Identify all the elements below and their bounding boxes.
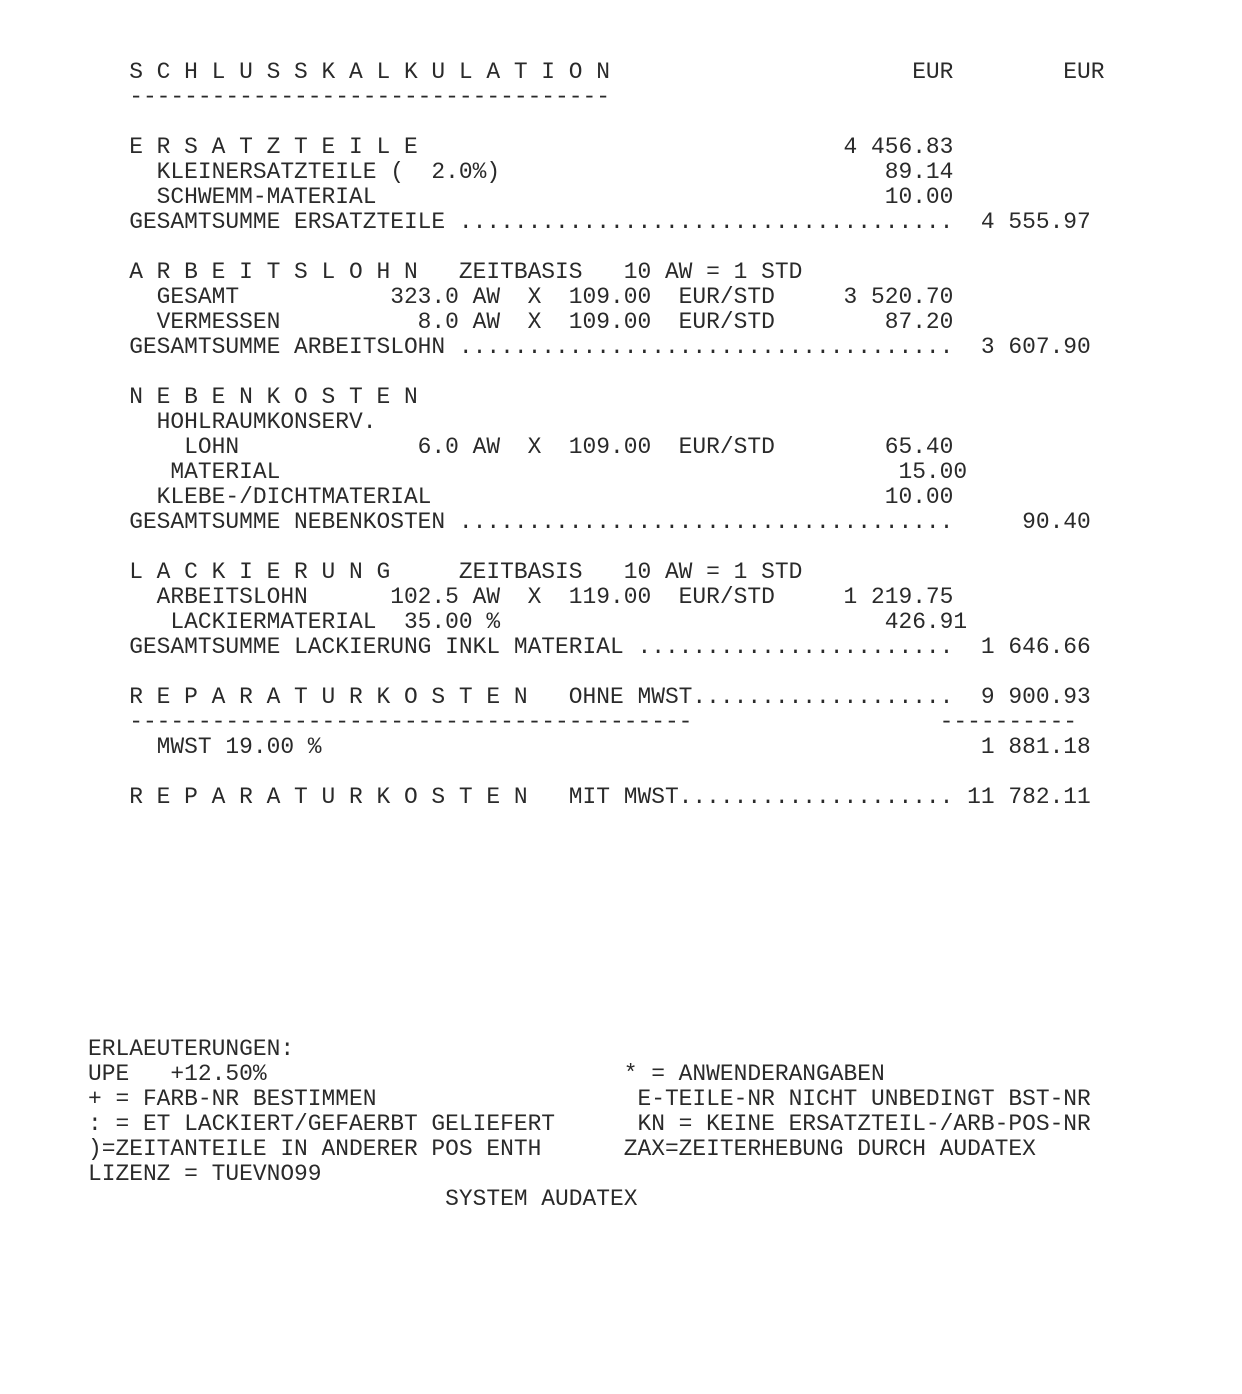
blank-line — [88, 110, 1188, 135]
labor-total-line: GESAMTSUMME ARBEITSLOHN .................................... 3 607.90 — [88, 334, 1091, 360]
labor-heading: A R B E I T S L O H N ZEITBASIS 10 AW = 1 STD — [88, 259, 803, 285]
total-separator-line: ----------------------------------------- ---------- — [88, 709, 1078, 735]
cavity-labor-line: LOHN 6.0 AW X 109.00 EUR/STD 65.40 — [88, 434, 954, 460]
painting-total-line: GESAMTSUMME LACKIERUNG INKL MATERIAL ....................... 1 646.66 — [88, 634, 1091, 660]
blank-line — [88, 360, 1188, 385]
title-underline: ----------------------------------- — [88, 84, 610, 110]
small-parts-line: KLEINERSATZTEILE ( 2.0%) 89.14 — [88, 159, 954, 185]
paint-material-line: LACKIERMATERIAL 35.00 % 426.91 — [88, 609, 968, 635]
explanation-line: + = FARB-NR BESTIMMEN E-TEILE-NR NICHT UNBEDINGT BST-NR — [88, 1086, 1091, 1112]
explanations-heading: ERLAEUTERUNGEN: — [88, 1036, 295, 1062]
cavity-preservation-line: HOHLRAUMKONSERV. — [88, 409, 377, 435]
explanation-line: : = ET LACKIERT/GEFAERBT GELIEFERT KN = KEINE ERSATZTEIL-/ARB-POS-NR — [88, 1111, 1091, 1137]
blank-line — [88, 535, 1188, 560]
labor-measuring-line: VERMESSEN 8.0 AW X 109.00 EUR/STD 87.20 — [88, 309, 954, 335]
calculation-title-line: S C H L U S S K A L K U L A T I O N EUR EUR — [88, 59, 1105, 85]
license-line: LIZENZ = TUEVNO99 — [88, 1161, 322, 1187]
system-name-line: SYSTEM AUDATEX — [88, 1186, 638, 1212]
painting-labor-line: ARBEITSLOHN 102.5 AW X 119.00 EUR/STD 1 219.75 — [88, 584, 954, 610]
painting-heading: L A C K I E R U N G ZEITBASIS 10 AW = 1 STD — [88, 559, 803, 585]
ancillary-costs-heading: N E B E N K O S T E N — [88, 384, 418, 410]
ancillary-costs-total-line: GESAMTSUMME NEBENKOSTEN .................................... 90.40 — [88, 509, 1091, 535]
labor-total-hours-line: GESAMT 323.0 AW X 109.00 EUR/STD 3 520.70 — [88, 284, 954, 310]
blank-line — [88, 235, 1188, 260]
adhesive-material-line: KLEBE-/DICHTMATERIAL 10.00 — [88, 484, 954, 510]
repair-costs-net-line: R E P A R A T U R K O S T E N OHNE MWST................... 9 900.93 — [88, 684, 1091, 710]
spare-parts-heading: E R S A T Z T E I L E 4 456.83 — [88, 134, 954, 160]
cavity-material-line: MATERIAL 15.00 — [88, 459, 968, 485]
blank-line — [88, 660, 1188, 685]
vat-line: MWST 19.00 % 1 881.18 — [88, 734, 1091, 760]
spare-parts-total-line: GESAMTSUMME ERSATZTEILE .................................... 4 555.97 — [88, 209, 1091, 235]
explanations-footer — [88, 1037, 1188, 1212]
explanation-line: )=ZEITANTEILE IN ANDERER POS ENTH ZAX=ZEITERHEBUNG DURCH AUDATEX — [88, 1136, 1036, 1162]
final-calculation-section — [88, 60, 1188, 810]
repair-costs-gross-line: R E P A R A T U R K O S T E N MIT MWST.................... 11 782.11 — [88, 784, 1091, 810]
blank-line — [88, 760, 1188, 785]
explanation-line: UPE +12.50% * = ANWENDERANGABEN — [88, 1061, 885, 1087]
schwemm-material-line: SCHWEMM-MATERIAL 10.00 — [88, 184, 954, 210]
